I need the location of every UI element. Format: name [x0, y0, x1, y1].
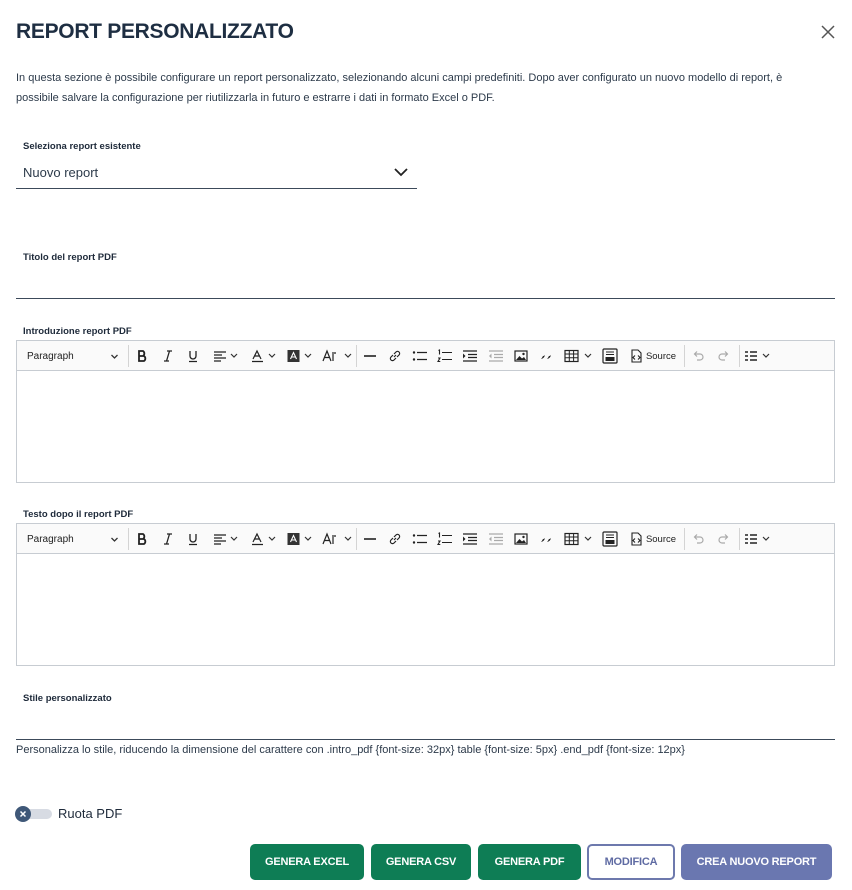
- intro-line-2: possibile salvare la configurazione per riutilizzarla in futuro e estrarre i dati in formato Excel o PDF.: [16, 92, 495, 104]
- font-color-dropdown[interactable]: [249, 529, 279, 549]
- blockquote-icon: [539, 349, 553, 363]
- bold-icon: [135, 532, 149, 546]
- font-color-icon: [250, 532, 278, 546]
- chevron-down-icon: [110, 535, 119, 544]
- toggle-knob: [15, 806, 31, 822]
- source-icon: [628, 348, 644, 364]
- paragraph-label: Paragraph: [27, 533, 74, 545]
- underline-button[interactable]: [184, 346, 202, 366]
- after-editor-content[interactable]: [17, 554, 834, 665]
- font-size-icon: [322, 349, 354, 363]
- font-background-icon: [286, 532, 314, 546]
- html-embed-icon: [602, 348, 618, 364]
- bulleted-list-icon: [412, 349, 428, 363]
- blockquote-button[interactable]: [537, 529, 555, 549]
- undo-icon: [691, 532, 705, 546]
- custom-style-input[interactable]: [16, 708, 835, 740]
- generate-pdf-button[interactable]: GENERA PDF: [478, 844, 581, 880]
- outdent-button[interactable]: [487, 529, 505, 549]
- horizontal-line-button[interactable]: [361, 346, 379, 366]
- align-icon: [212, 349, 240, 363]
- outdent-icon: [488, 532, 504, 546]
- font-background-dropdown[interactable]: [285, 529, 315, 549]
- underline-icon: [186, 532, 200, 546]
- table-icon: [564, 532, 594, 546]
- font-size-dropdown[interactable]: [321, 346, 355, 366]
- numbered-list-icon: [437, 349, 453, 363]
- image-icon: [514, 532, 528, 546]
- redo-icon: [717, 532, 731, 546]
- numbered-list-button[interactable]: [436, 346, 454, 366]
- font-color-dropdown[interactable]: [249, 346, 279, 366]
- blockquote-button[interactable]: [537, 346, 555, 366]
- undo-button[interactable]: [689, 346, 707, 366]
- html-embed-icon: [602, 531, 618, 547]
- redo-button[interactable]: [715, 529, 733, 549]
- horizontal-line-button[interactable]: [361, 529, 379, 549]
- blockquote-icon: [539, 532, 553, 546]
- select-report-dropdown[interactable]: [16, 156, 417, 189]
- italic-icon: [161, 349, 175, 363]
- generate-excel-button[interactable]: GENERA EXCEL: [250, 844, 364, 880]
- generate-csv-button[interactable]: GENERA CSV: [371, 844, 471, 880]
- pdf-title-input[interactable]: [16, 268, 835, 299]
- bulleted-list-icon: [412, 532, 428, 546]
- link-button[interactable]: [386, 529, 404, 549]
- underline-icon: [186, 349, 200, 363]
- intro-editor-content[interactable]: [17, 371, 834, 482]
- table-dropdown[interactable]: [563, 346, 595, 366]
- intro-editor-label: Introduzione report PDF: [23, 326, 132, 337]
- dialog-title: REPORT PERSONALIZZATO: [16, 20, 294, 43]
- indent-button[interactable]: [461, 346, 479, 366]
- pdf-title-label: Titolo del report PDF: [23, 252, 117, 263]
- paragraph-dropdown[interactable]: [21, 529, 123, 549]
- link-button[interactable]: [386, 346, 404, 366]
- italic-button[interactable]: [159, 529, 177, 549]
- undo-icon: [691, 349, 705, 363]
- source-button[interactable]: [627, 346, 677, 366]
- font-color-icon: [250, 349, 278, 363]
- numbered-list-button[interactable]: [436, 529, 454, 549]
- italic-icon: [161, 532, 175, 546]
- html-embed-button[interactable]: [601, 346, 619, 366]
- editor-toolbar: [17, 524, 834, 554]
- source-label: Source: [645, 533, 677, 545]
- html-embed-button[interactable]: [601, 529, 619, 549]
- horizontal-line-icon: [363, 532, 377, 546]
- chevron-down-icon: [110, 352, 119, 361]
- font-background-dropdown[interactable]: [285, 346, 315, 366]
- font-size-icon: [322, 532, 354, 546]
- select-report-value: Nuovo report: [23, 165, 99, 180]
- close-icon: [817, 21, 839, 43]
- intro-line-1: In questa sezione è possibile configurare un report personalizzato, selezionando alcuni campi predefiniti. Dopo aver configurato un nuovo modello di report, è: [16, 72, 783, 84]
- link-icon: [388, 532, 402, 546]
- font-background-icon: [286, 349, 314, 363]
- underline-button[interactable]: [184, 529, 202, 549]
- edit-button[interactable]: MODIFICA: [587, 844, 675, 880]
- indent-icon: [462, 532, 478, 546]
- paragraph-label: Paragraph: [27, 350, 74, 362]
- bold-icon: [135, 349, 149, 363]
- after-rich-text-editor: [16, 523, 835, 666]
- table-icon: [564, 349, 594, 363]
- editor-toolbar: [17, 341, 834, 371]
- redo-button[interactable]: [715, 346, 733, 366]
- rotate-pdf-label: Ruota PDF: [58, 806, 123, 821]
- custom-style-hint: Personalizza lo stile, riducendo la dimensione del carattere con .intro_pdf {font-size: 32px} table {font-size: 5px} .end_pdf {font-size: 12px}: [16, 744, 685, 756]
- close-button[interactable]: [817, 21, 839, 43]
- image-icon: [514, 349, 528, 363]
- outdent-button[interactable]: [487, 346, 505, 366]
- indent-icon: [462, 349, 478, 363]
- image-button[interactable]: [512, 529, 530, 549]
- source-icon: [628, 531, 644, 547]
- create-new-report-button[interactable]: CREA NUOVO REPORT: [681, 844, 832, 880]
- align-dropdown[interactable]: [211, 529, 241, 549]
- align-dropdown[interactable]: [211, 346, 241, 366]
- rotate-pdf-toggle[interactable]: [15, 806, 52, 822]
- table-dropdown[interactable]: [563, 529, 595, 549]
- more-icon: [744, 349, 772, 363]
- bulleted-list-button[interactable]: [411, 529, 429, 549]
- bold-button[interactable]: [133, 346, 151, 366]
- italic-button[interactable]: [159, 346, 177, 366]
- source-label: Source: [645, 350, 677, 362]
- image-button[interactable]: [512, 346, 530, 366]
- intro-description: [16, 68, 816, 108]
- more-dropdown[interactable]: [743, 346, 773, 366]
- close-icon: [19, 810, 27, 818]
- paragraph-dropdown[interactable]: [21, 346, 123, 366]
- custom-style-label: Stile personalizzato: [23, 693, 112, 704]
- numbered-list-icon: [437, 532, 453, 546]
- intro-rich-text-editor: [16, 340, 835, 483]
- source-button[interactable]: [627, 529, 677, 549]
- link-icon: [388, 349, 402, 363]
- more-icon: [744, 532, 772, 546]
- after-editor-label: Testo dopo il report PDF: [23, 509, 134, 520]
- chevron-down-icon: [393, 165, 409, 179]
- bold-button[interactable]: [133, 529, 151, 549]
- align-icon: [212, 532, 240, 546]
- select-report-label: Seleziona report esistente: [23, 141, 141, 152]
- redo-icon: [717, 349, 731, 363]
- bulleted-list-button[interactable]: [411, 346, 429, 366]
- font-size-dropdown[interactable]: [321, 529, 355, 549]
- indent-button[interactable]: [461, 529, 479, 549]
- horizontal-line-icon: [363, 349, 377, 363]
- undo-button[interactable]: [689, 529, 707, 549]
- outdent-icon: [488, 349, 504, 363]
- more-dropdown[interactable]: [743, 529, 773, 549]
